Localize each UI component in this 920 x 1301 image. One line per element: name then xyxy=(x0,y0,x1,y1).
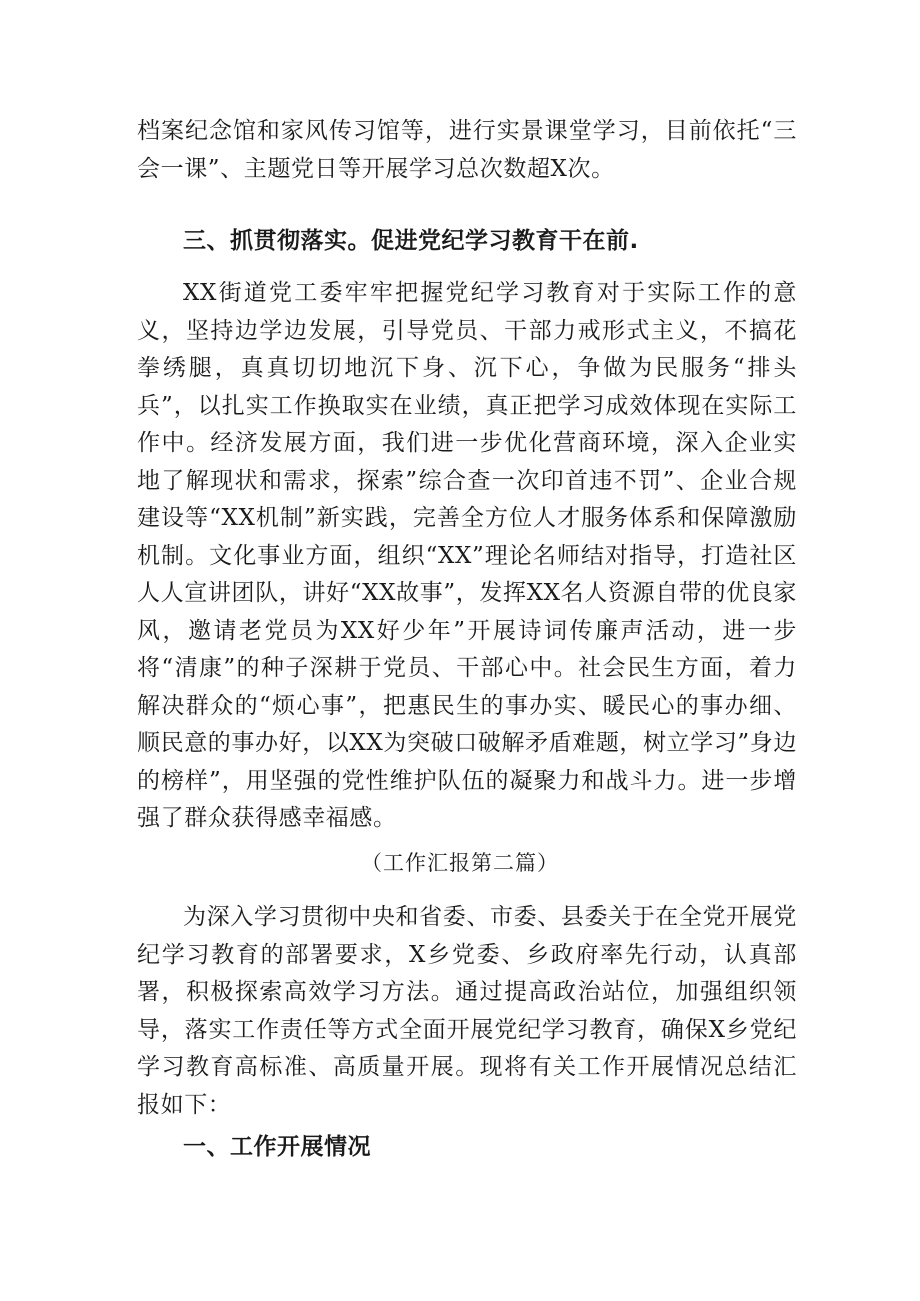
part-two-title: （工作汇报第二篇） xyxy=(361,851,559,875)
work-progress-heading: 一、工作开展情况 xyxy=(183,1134,371,1160)
section-three-paragraph: XX街道党工委牢牢把握党纪学习教育对于实际工作的意义，坚持边学边发展，引导党员、干部力戒形式主义，不搞花拳绣腿，真真切切地沉下身、沉下心，争做为民服务“排头兵”，以扎实工作换取实在业绩，真正把学习成效体现在实际工作中。经济发展方面，我们进一步优化营商环境，深入企业实地了解现状和需求，探索”综合查一次印首违不罚”、企业合规建设等“XX机制”新实践，完善全方位人才服务体系和保障激励机制。文化事业方面，组织“XX”理论名师结对指导，打造社区人人宣讲团队，讲好“XX故事”，发挥XX名人资源自带的优良家风，邀请老党员为XX好少年”开展诗词传廉声活动，进一步将“清康”的种子深耕于党员、干部心中。社会民生方面，着力解决群众的“烦心事”，把惠民生的事办实、暖民心的事办细、顺民意的事办好，以XX为突破口破解矛盾难题，树立学习”身边的榜样”，用坚强的党性维护队伍的凝聚力和战斗力。进一步增强了群众获得感幸福感。 xyxy=(137,280,797,831)
intro-paragraph: 档案纪念馆和家风传习馆等，进行实景课堂学习，目前依托“三会一课”、主题党日等开展学习总次数超X次。 xyxy=(137,118,797,182)
section-three-heading: 三、抓贯彻落实。促进党纪学习教育干在前. xyxy=(183,228,639,254)
part-two-intro-paragraph: 为深入学习贯彻中央和省委、市委、县委关于在全党开展党纪学习教育的部署要求，X乡党委、乡政府率先行动，认真部署，积极探索高效学习方法。通过提高政治站位，加强组织领导，落实工作责任等方式全面开展党纪学习教育，确保X乡党纪学习教育高标准、高质量开展。现将有关工作开展情况总结汇报如下： xyxy=(137,904,797,1118)
